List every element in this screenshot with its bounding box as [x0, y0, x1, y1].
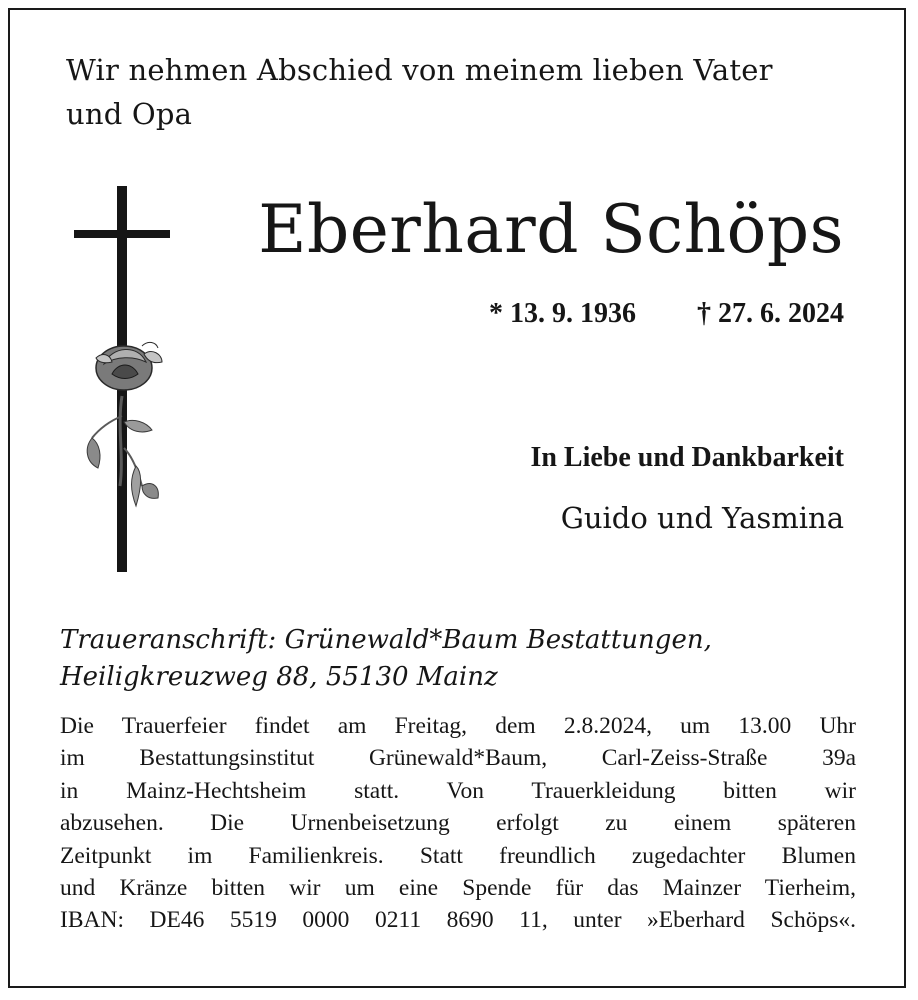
intro-text: [66, 48, 773, 136]
family-names: Guido und Yasmina: [560, 501, 844, 535]
body-line: Die Trauerfeier findet am Freitag, dem 2.8.2024, um 13.00 Uhr: [60, 713, 856, 739]
funeral-details: [60, 710, 856, 937]
intro-line: und Opa: [66, 97, 193, 131]
body-line: Zeitpunkt im Familienkreis. Statt freundlich zugedachter Blumen: [60, 842, 856, 869]
thanks-line: In Liebe und Dankbarkeit: [530, 442, 844, 473]
body-line: im Bestattungsinstitut Grünewald*Baum, Carl-Zeiss-Straße 39a: [60, 745, 856, 772]
address-line: Heiligkreuzweg 88, 55130 Mainz: [60, 662, 498, 692]
body-line: in Mainz-Hechtsheim statt. Von Trauerkleidung bitten wir: [60, 777, 856, 804]
life-dates: [489, 298, 844, 330]
cross-with-rose-icon: [72, 186, 172, 572]
body-line: und Kränze bitten wir um eine Spende für das Mainzer Tierheim,: [60, 875, 856, 902]
intro-line: Wir nehmen Abschied von meinem lieben Vater: [66, 53, 773, 87]
body-line: IBAN: DE46 5519 0000 0211 8690 11, unter »Eberhard Schöps«.: [60, 907, 856, 934]
birth-date: * 13. 9. 1936: [489, 298, 636, 329]
deceased-name: Eberhard Schöps: [258, 191, 844, 268]
address-line: Traueranschrift: Grünewald*Baum Bestattungen,: [60, 625, 712, 655]
death-date: † 27. 6. 2024: [697, 298, 844, 329]
body-line: abzusehen. Die Urnenbeisetzung erfolgt zu einem späteren: [60, 810, 856, 837]
obituary-notice: [8, 8, 906, 988]
mourning-address: [60, 622, 860, 696]
